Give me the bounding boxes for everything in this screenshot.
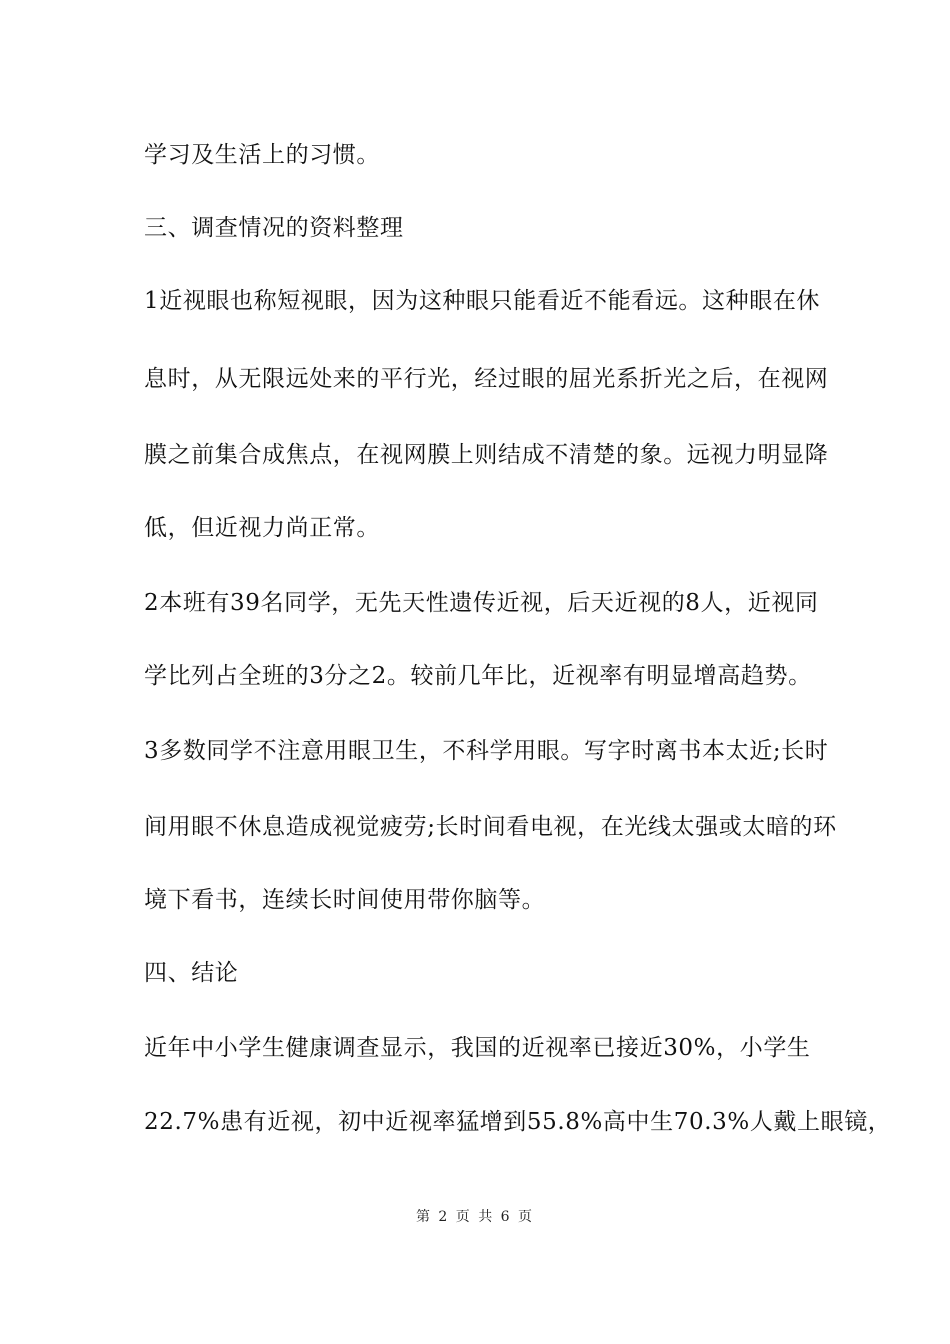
page-number-footer: 第 2 页 共 6 页	[415, 1209, 535, 1225]
text-line: 22.7%患有近视，初中近视率猛增到55.8%高中生70.3%人戴上眼镜，	[144, 1109, 892, 1135]
text-line: 间用眼不休息造成视觉疲劳;长时间看电视，在光线太强或太暗的环	[144, 814, 837, 840]
text-line: 学比列占全班的3分之2。较前几年比，近视率有明显增高趋势。	[144, 663, 812, 689]
text-line: 膜之前集合成焦点，在视网膜上则结成不清楚的象。远视力明显降	[144, 442, 829, 468]
text-line: 息时，从无限远处来的平行光，经过眼的屈光系折光之后，在视网	[144, 366, 829, 392]
text-line: 学习及生活上的习惯。	[144, 142, 380, 168]
text-line: 3多数同学不注意用眼卫生，不科学用眼。写字时离书本太近;长时	[144, 738, 829, 764]
section-heading: 四、结论	[144, 960, 239, 986]
text-line: 境下看书，连续长时间使用带你脑等。	[144, 887, 546, 913]
text-line: 近年中小学生健康调查显示，我国的近视率已接近30%，小学生	[144, 1035, 811, 1061]
section-heading: 三、调查情况的资料整理	[144, 215, 404, 241]
text-line: 2本班有39名同学，无先天性遗传近视，后天近视的8人，近视同	[144, 590, 819, 616]
text-line: 低，但近视力尚正常。	[144, 515, 380, 541]
text-line: 1近视眼也称短视眼，因为这种眼只能看近不能看远。这种眼在休	[144, 288, 821, 314]
